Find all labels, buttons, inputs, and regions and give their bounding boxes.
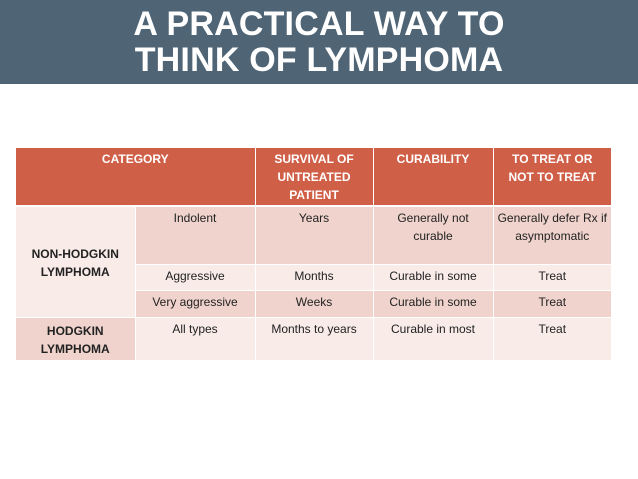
row-type: All types <box>135 318 255 361</box>
group-label-hodgkin: HODGKIN LYMPHOMA <box>16 318 135 361</box>
row-curability: Generally not curable <box>373 206 493 265</box>
row-survival: Months to years <box>255 318 373 361</box>
table-row <box>16 206 611 265</box>
header-treat: TO TREAT OR NOT TO TREAT <box>493 148 611 206</box>
table-header-row <box>16 148 611 206</box>
row-type: Aggressive <box>135 265 255 291</box>
row-treat: Generally defer Rx if asymptomatic <box>493 206 611 265</box>
group-label-non-hodgkin: NON-HODGKIN LYMPHOMA <box>16 206 135 318</box>
row-treat: Treat <box>493 291 611 318</box>
row-survival: Weeks <box>255 291 373 318</box>
row-survival: Months <box>255 265 373 291</box>
row-survival: Years <box>255 206 373 265</box>
slide-title-line-1: A PRACTICAL WAY TO <box>133 5 505 43</box>
table-row <box>16 318 611 361</box>
row-curability: Curable in some <box>373 265 493 291</box>
header-survival: SURVIVAL OF UNTREATED PATIENT <box>255 148 373 206</box>
slide-title-line-2: THINK OF LYMPHOMA <box>134 41 504 79</box>
row-treat: Treat <box>493 318 611 361</box>
row-treat: Treat <box>493 265 611 291</box>
header-category: CATEGORY <box>16 148 255 206</box>
slide-title <box>0 6 638 78</box>
lymphoma-table <box>16 148 611 361</box>
row-type: Indolent <box>135 206 255 265</box>
row-curability: Curable in some <box>373 291 493 318</box>
row-type: Very aggressive <box>135 291 255 318</box>
row-curability: Curable in most <box>373 318 493 361</box>
header-curability: CURABILITY <box>373 148 493 206</box>
